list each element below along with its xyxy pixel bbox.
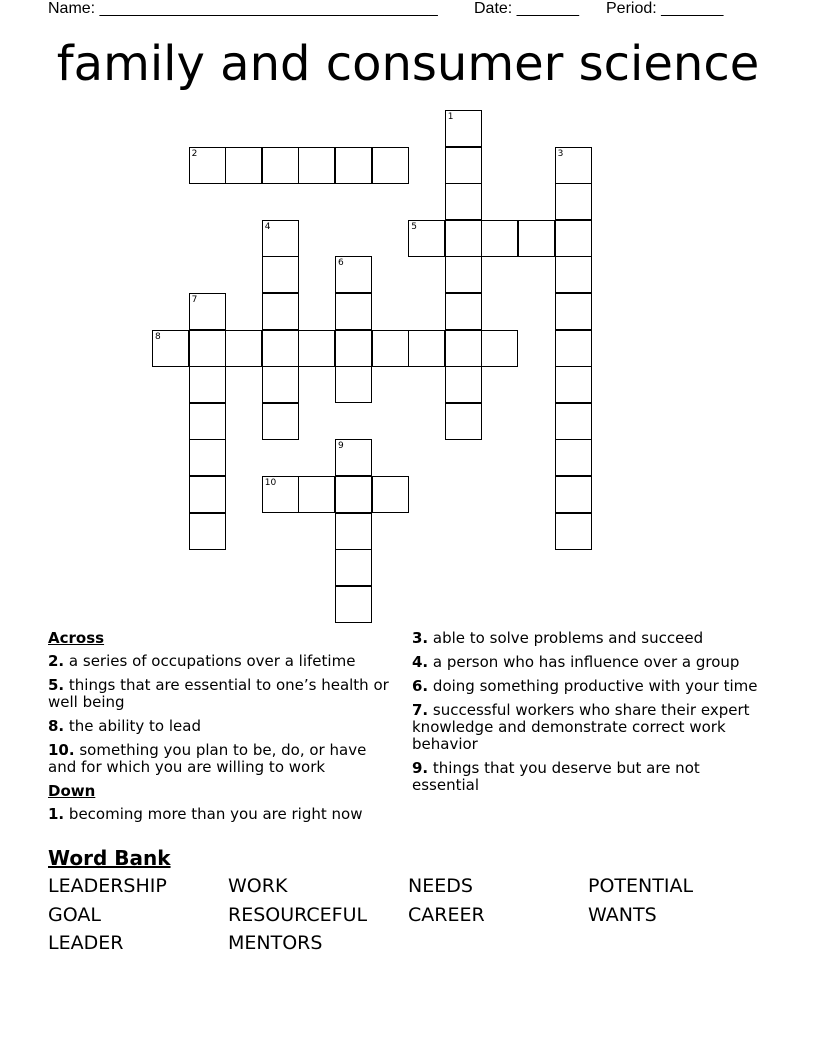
grid-cell[interactable]: [189, 330, 226, 367]
grid-cell[interactable]: [335, 330, 372, 367]
word-bank-item: RESOURCEFUL: [228, 904, 368, 926]
grid-cell[interactable]: [481, 220, 518, 257]
grid-cell[interactable]: [555, 439, 592, 476]
grid-cell[interactable]: [225, 330, 262, 367]
grid-cell[interactable]: [445, 220, 482, 257]
grid-cell[interactable]: [481, 330, 518, 367]
grid-cell[interactable]: [335, 147, 372, 184]
word-bank-item: WORK: [228, 875, 288, 897]
grid-cell[interactable]: [262, 220, 299, 257]
period-field[interactable]: Period: _______: [606, 0, 724, 17]
grid-cell[interactable]: [225, 147, 262, 184]
word-bank-item: GOAL: [48, 904, 101, 926]
clue-number: 3: [557, 148, 564, 159]
grid-cell[interactable]: [408, 330, 445, 367]
grid-cell[interactable]: [189, 366, 226, 403]
grid-cell[interactable]: [555, 403, 592, 440]
grid-cell[interactable]: [555, 220, 592, 257]
clue-across-2: 2. a series of occupations over a lifetime: [48, 652, 356, 670]
clue-across-8: 8. the ability to lead: [48, 717, 201, 735]
clue-number: 7: [191, 295, 198, 305]
grid-cell[interactable]: [335, 513, 372, 550]
down-heading: Down: [48, 782, 96, 800]
grid-cell[interactable]: [189, 293, 226, 330]
grid-cell[interactable]: [335, 366, 372, 403]
word-bank-item: POTENTIAL: [588, 875, 694, 897]
grid-cell[interactable]: [335, 549, 372, 586]
grid-cell[interactable]: [262, 366, 299, 403]
clue-down-1: 1. becoming more than you are right now: [48, 805, 363, 823]
grid-cell[interactable]: [189, 147, 226, 184]
grid-cell[interactable]: [445, 110, 482, 147]
page-title: family and consumer science: [56, 36, 760, 92]
word-bank-title: Word Bank: [48, 846, 171, 870]
grid-cell[interactable]: [335, 476, 372, 513]
clues-left-column: [48, 630, 393, 830]
grid-cell[interactable]: [445, 183, 482, 220]
grid-cell[interactable]: [445, 293, 482, 330]
clue-down-9: 9. things that you deserve but are not essential: [412, 759, 700, 794]
clue-down-6: 6. doing something productive with your time: [412, 677, 758, 695]
date-field[interactable]: Date: _______: [474, 0, 579, 17]
grid-cell[interactable]: [335, 256, 372, 293]
clue-number: 4: [264, 221, 271, 232]
grid-cell[interactable]: [445, 366, 482, 403]
grid-cell[interactable]: [262, 147, 299, 184]
word-bank-item: CAREER: [408, 904, 485, 926]
grid-cell[interactable]: [262, 403, 299, 440]
grid-cell[interactable]: [372, 476, 409, 513]
grid-cell[interactable]: [555, 330, 592, 367]
word-bank-item: LEADERSHIP: [48, 875, 167, 897]
grid-cell[interactable]: [555, 147, 592, 184]
grid-cell[interactable]: [298, 147, 335, 184]
grid-cell[interactable]: [555, 293, 592, 330]
clue-number: 9: [338, 441, 344, 452]
clue-number: 1: [447, 112, 454, 122]
clue-down-4: 4. a person who has influence over a group: [412, 653, 740, 671]
clue-number: 10: [264, 478, 277, 488]
grid-cell[interactable]: [189, 403, 226, 440]
grid-cell[interactable]: [555, 256, 592, 293]
grid-cell[interactable]: [189, 439, 226, 476]
grid-cell[interactable]: [335, 586, 372, 623]
word-bank-item: MENTORS: [228, 932, 323, 954]
word-bank-item: LEADER: [48, 932, 124, 954]
grid-cell[interactable]: [262, 256, 299, 293]
grid-cell[interactable]: [555, 513, 592, 550]
grid-cell[interactable]: [555, 476, 592, 513]
grid-cell[interactable]: [408, 220, 445, 257]
grid-cell[interactable]: [445, 403, 482, 440]
grid-cell[interactable]: [445, 147, 482, 184]
grid-cell[interactable]: [445, 256, 482, 293]
grid-cell[interactable]: [262, 293, 299, 330]
clue-number: 5: [411, 221, 417, 232]
grid-cell[interactable]: [555, 183, 592, 220]
clue-down-7: 7. successful workers who share their expert knowledge and demonstrate correct work behavior: [412, 701, 750, 753]
name-field[interactable]: Name: ______________________________________: [48, 0, 438, 17]
grid-cell[interactable]: [189, 476, 226, 513]
clue-number: 8: [155, 331, 161, 342]
grid-cell[interactable]: [298, 476, 335, 513]
grid-cell[interactable]: [189, 513, 226, 550]
word-bank-item: WANTS: [588, 904, 657, 926]
across-heading: Across: [48, 629, 105, 647]
grid-cell[interactable]: [298, 330, 335, 367]
grid-cell[interactable]: [152, 330, 189, 367]
clue-across-5: 5. things that are essential to one’s health or well being: [48, 676, 389, 711]
grid-cell[interactable]: [555, 366, 592, 403]
clues-right-column: [412, 630, 764, 801]
grid-cell[interactable]: [262, 476, 299, 513]
clue-number: 6: [338, 258, 344, 269]
grid-cell[interactable]: [518, 220, 555, 257]
clue-number: 2: [191, 148, 198, 159]
grid-cell[interactable]: [372, 147, 409, 184]
grid-cell[interactable]: [335, 293, 372, 330]
clue-across-10: 10. something you plan to be, do, or have and for which you are willing to work: [48, 741, 367, 776]
grid-cell[interactable]: [262, 330, 299, 367]
grid-cell[interactable]: [445, 330, 482, 367]
clue-down-3: 3. able to solve problems and succeed: [412, 629, 704, 647]
word-bank-item: NEEDS: [408, 875, 473, 897]
grid-cell[interactable]: [372, 330, 409, 367]
grid-cell[interactable]: [335, 439, 372, 476]
